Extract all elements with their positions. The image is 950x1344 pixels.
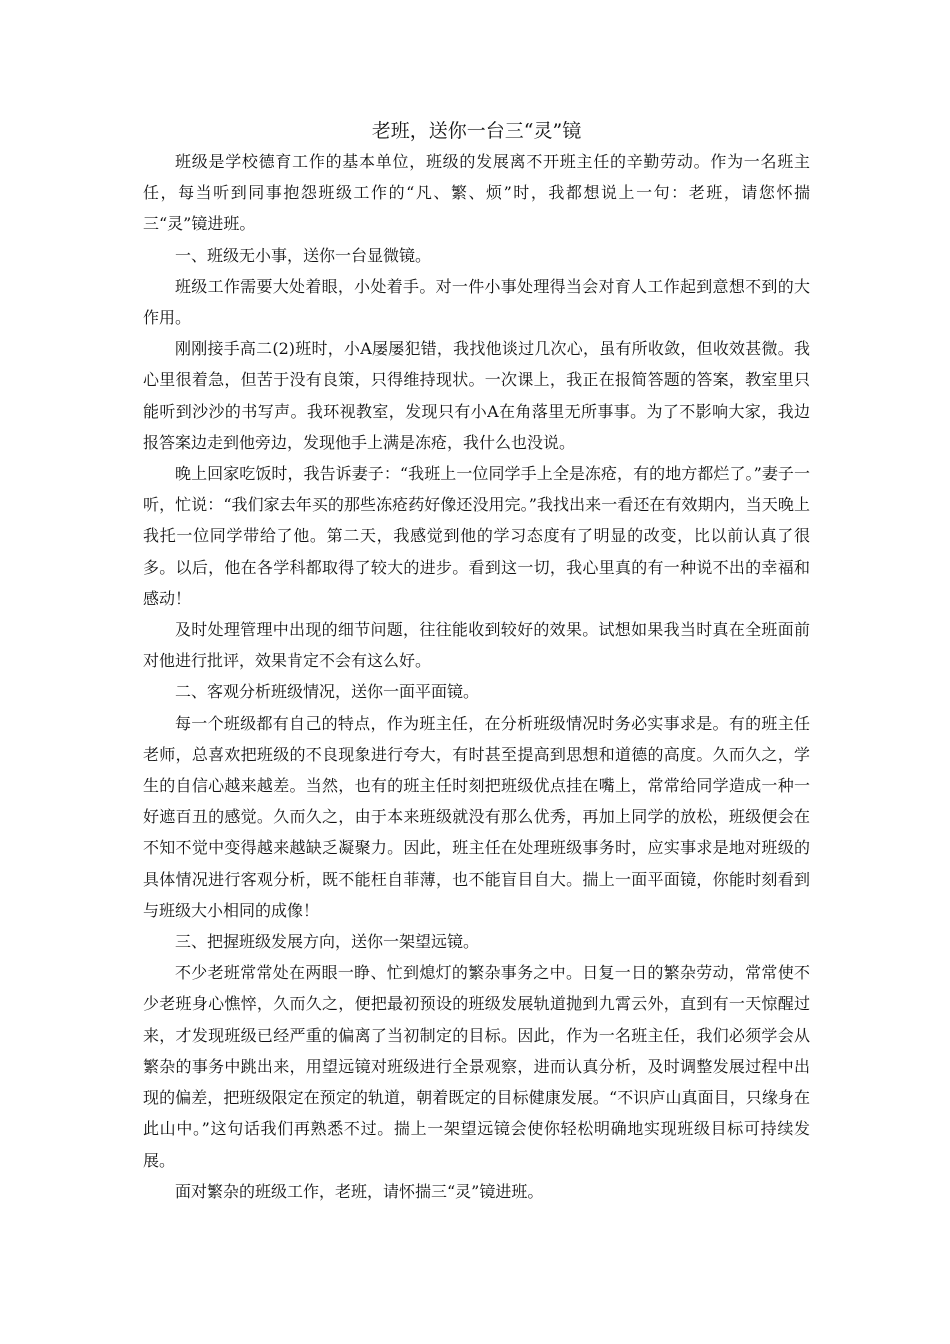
paragraph: 不少老班常常处在两眼一睁、忙到熄灯的繁杂事务之中。日复一日的繁杂劳动，常常使不少老班身心憔悴，久而久之，便把最初预设的班级发展轨道抛到九霄云外，直到有一天惊醒过来，才发现班级已经严重的偏离了当初制定的目标。因此，作为一名班主任，我们必须学会从繁杂的事务中跳出来，用望远镜对班级进行全景观察，进而认真分析，及时调整发展过程中出现的偏差，把班级限定在预定的轨道，朝着既定的目标健康发展。“不识庐山真面目，只缘身在此山中。”这句话我们再熟悉不过。揣上一架望远镜会使你轻松明确地实现班级目标可持续发展。: [143, 963, 810, 1170]
document-title: 老班，送你一台三“灵”镜: [371, 120, 582, 142]
paragraph: 班级工作需要大处着眼，小处着手。对一件小事处理得当会对育人工作起到意想不到的大作用。: [143, 276, 810, 328]
section-heading-2: 二、客观分析班级情况，送你一面平面镜。: [175, 682, 480, 702]
document-page: [143, 118, 810, 1207]
paragraph: 每一个班级都有自己的特点，作为班主任，在分析班级情况时务必实事求是。有的班主任老师，总喜欢把班级的不良现象进行夸大，有时甚至提高到思想和道德的高度。久而久之，学生的自信心越来越差。当然，也有的班主任时刻把班级优点挂在嘴上，常常给同学造成一种一好遮百丑的感觉。久而久之，由于本来班级就没有那么优秀，再加上同学的放松，班级便会在不知不觉中变得越来越缺乏凝聚力。因此，班主任在处理班级事务时，应实事求是地对班级的具体情况进行客观分析，既不能枉自菲薄，也不能盲目自大。揣上一面平面镜，你能时刻看到与班级大小相同的成像！: [143, 713, 810, 920]
paragraph-closing: 面对繁杂的班级工作，老班，请怀揣三“灵”镜进班。: [175, 1181, 544, 1201]
paragraph: 晚上回家吃饭时，我告诉妻子：“我班上一位同学手上全是冻疮，有的地方都烂了。”妻子一听，忙说：“我们家去年买的那些冻疮药好像还没用完。”我找出来一看还在有效期内，当天晚上我托一位同学带给了他。第二天，我感觉到他的学习态度有了明显的改变，比以前认真了很多。以后，他在各学科都取得了较大的进步。看到这一切，我心里真的有一种说不出的幸福和感动！: [143, 464, 810, 608]
paragraph-intro: 班级是学校德育工作的基本单位，班级的发展离不开班主任的辛勤劳动。作为一名班主任，每当听到同事抱怨班级工作的“凡、繁、烦”时，我都想说上一句：老班，请您怀揣三“灵”镜进班。: [143, 152, 810, 234]
paragraph: 刚刚接手高二(2)班时，小A屡屡犯错，我找他谈过几次心，虽有所收敛，但收效甚微。我心里很着急，但苦于没有良策，只得维持现状。一次课上，我正在报简答题的答案，教室里只能听到沙沙的书写声。我环视教室，发现只有小A在角落里无所事事。为了不影响大家，我边报答案边走到他旁边，发现他手上满是冻疮，我什么也没说。: [143, 339, 810, 452]
section-heading-1: 一、班级无小事，送你一台显微镜。: [175, 245, 432, 265]
paragraph: 及时处理管理中出现的细节问题，往往能收到较好的效果。试想如果我当时真在全班面前对他进行批评，效果肯定不会有这么好。: [143, 620, 810, 671]
section-heading-3: 三、把握班级发展方向，送你一架望远镜。: [175, 932, 480, 952]
